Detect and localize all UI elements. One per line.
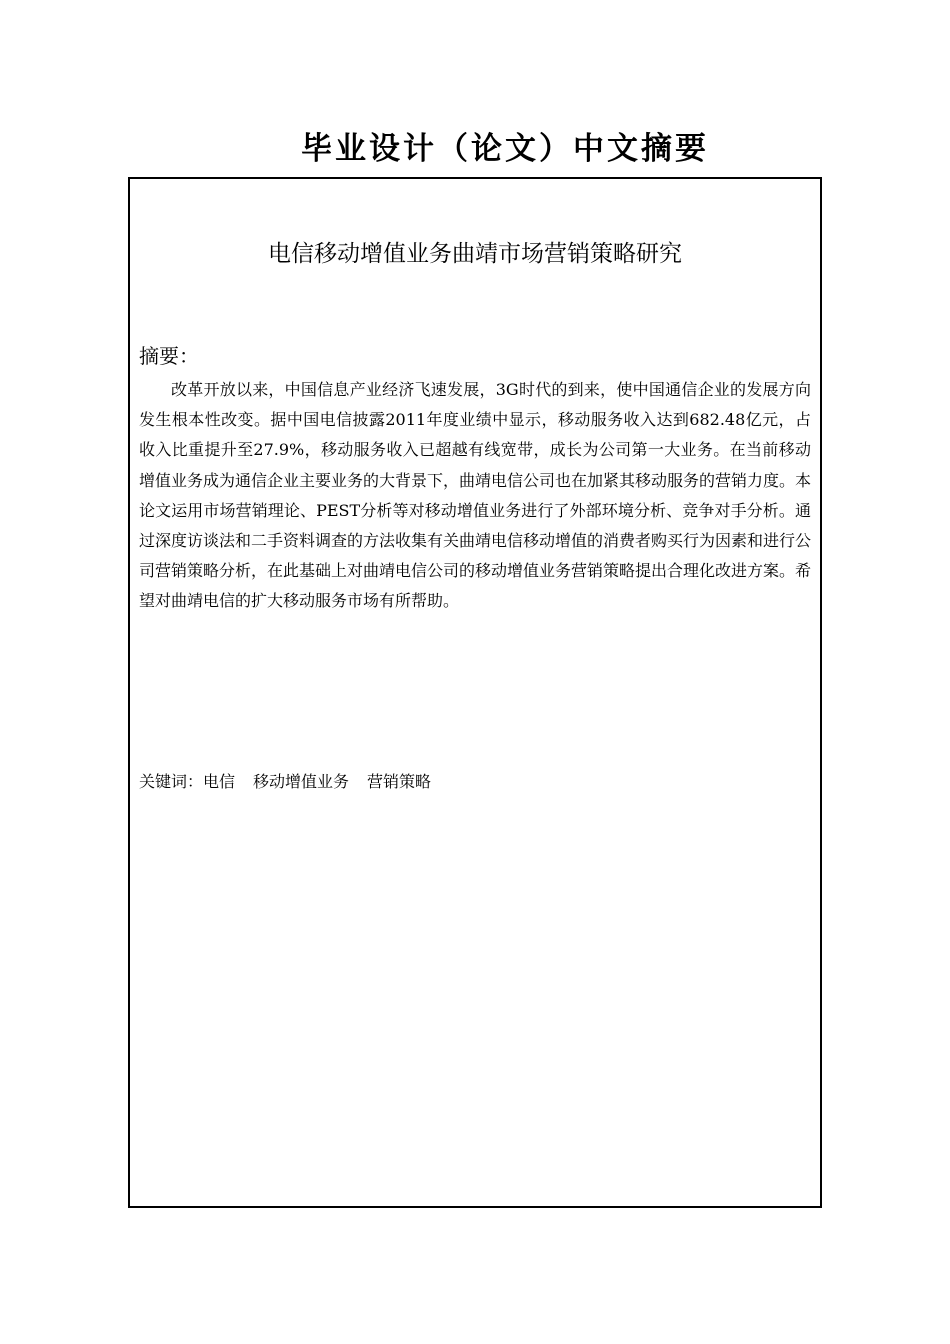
keyword-item: 移动增值业务 bbox=[253, 772, 350, 791]
paper-title: 电信移动增值业务曲靖市场营销策略研究 bbox=[268, 241, 682, 267]
abstract-frame bbox=[128, 177, 822, 1208]
page-heading: 毕业设计（论文）中文摘要 bbox=[301, 131, 709, 167]
abstract-label: 摘要： bbox=[139, 344, 199, 368]
keyword-item: 营销策略 bbox=[367, 772, 432, 791]
abstract-body: 改革开放以来，中国信息产业经济飞速发展，3G时代的到来，使中国通信企业的发展方向发生根本性改变。据中国电信披露2011年度业绩中显示，移动服务收入达到682.48亿元，占收入比重提升至27.9%，移动服务收入已超越有线宽带，成长为公司第一大业务。在当前移动增值业务成为通信企业主要业务的大背景下，曲靖电信公司也在加紧其移动服务的营销力度。本论文运用市场营销理论、PEST分析等对移动增值业务进行了外部环境分析、竞争对手分析。通过深度访谈法和二手资料调查的方法收集有关曲靖电信移动增值的消费者购买行为因素和进行公司营销策略分析，在此基础上对曲靖电信公司的移动增值业务营销策略提出合理化改进方案。希望对曲靖电信的扩大移动服务市场有所帮助。 bbox=[139, 380, 812, 611]
keywords-label: 关键词： bbox=[139, 772, 204, 791]
keywords-line bbox=[139, 767, 449, 797]
keyword-item: 电信 bbox=[203, 772, 236, 791]
